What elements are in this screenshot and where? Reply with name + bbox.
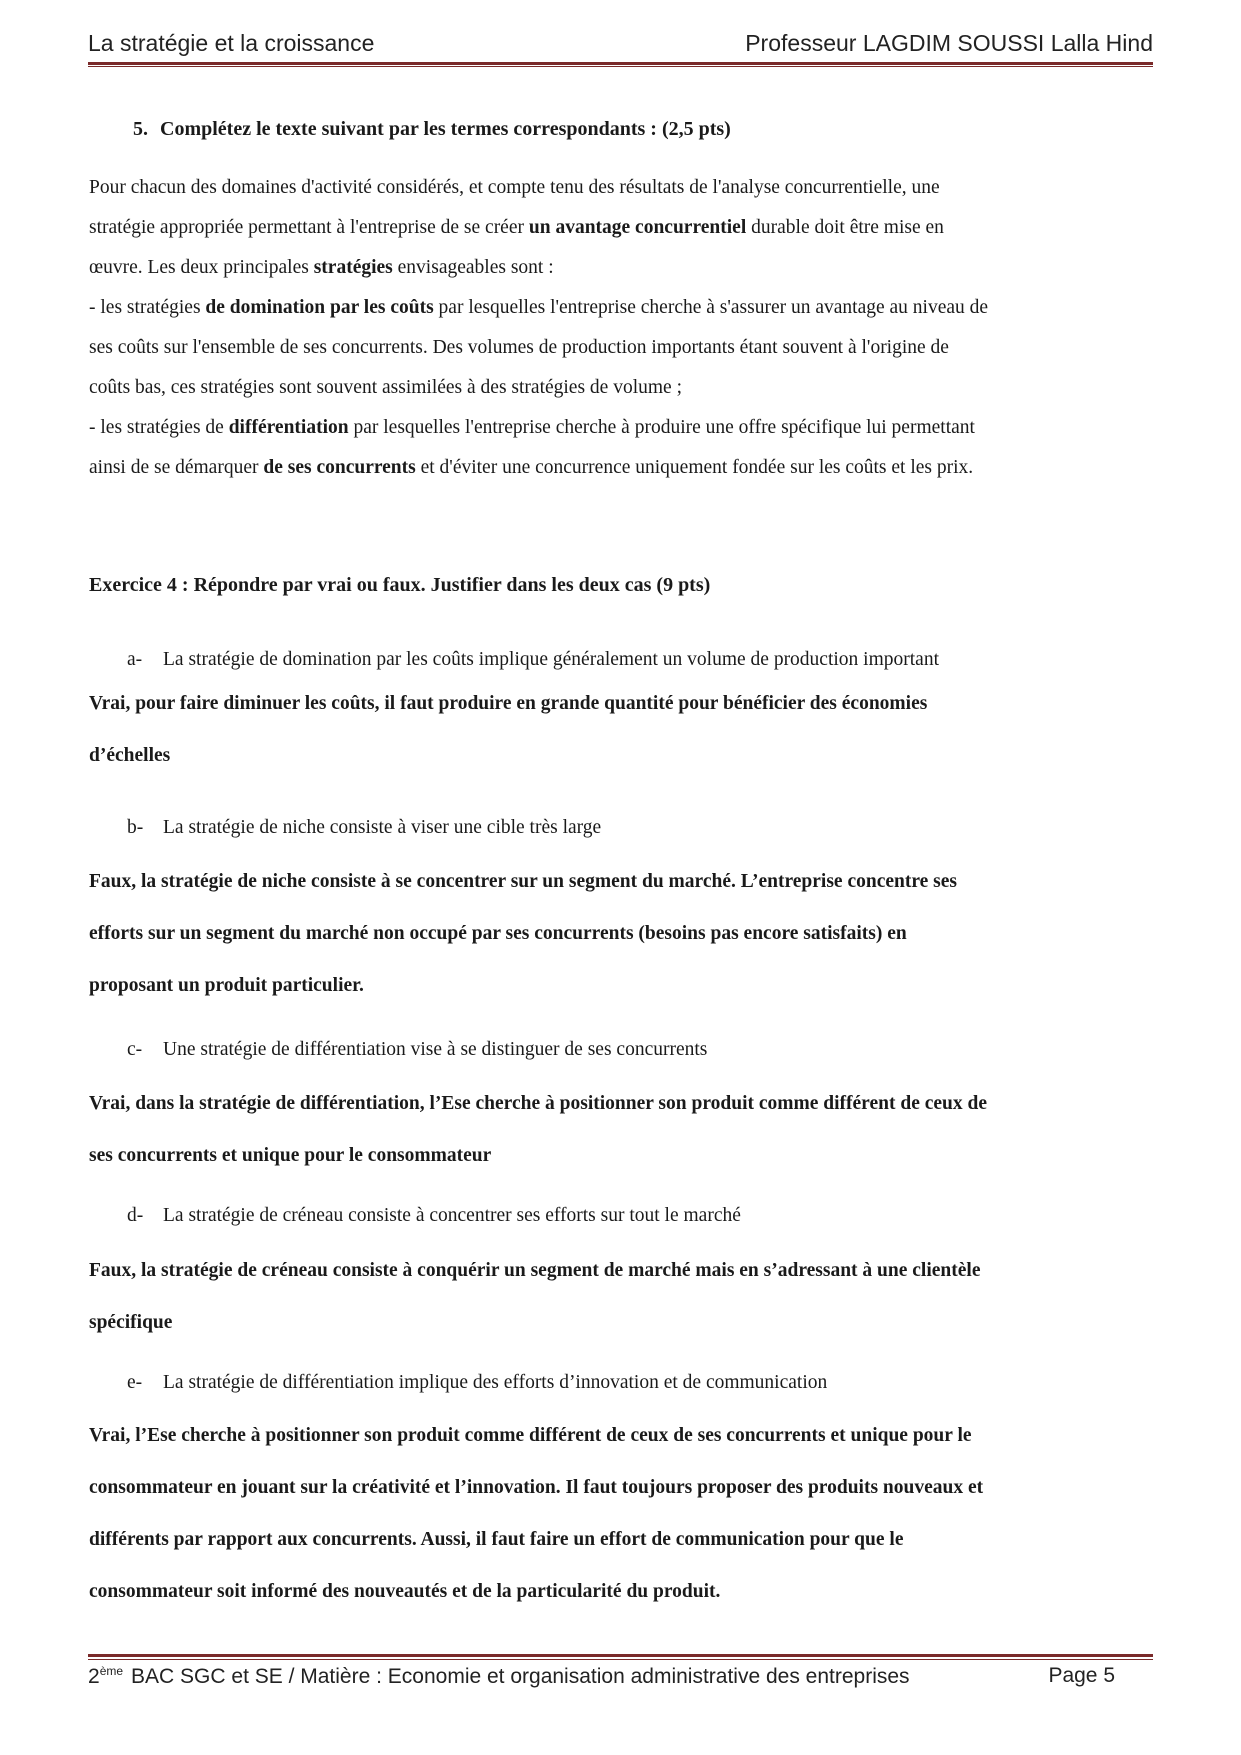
paragraph-line xyxy=(89,288,1149,328)
statement-text: La stratégie de niche consiste à viser une cible très large xyxy=(163,817,602,838)
statement-letter: b- xyxy=(127,817,144,838)
text-run: ainsi de se démarquer xyxy=(89,457,264,478)
text-run: stratégie appropriée permettant à l'entreprise de se créer xyxy=(89,217,529,238)
paragraph-line xyxy=(89,368,1149,408)
filled-term: de ses concurrents xyxy=(263,457,416,478)
filled-term: stratégies xyxy=(313,257,393,278)
statement-a xyxy=(127,649,939,671)
exercise-4-heading: Exercice 4 : Répondre par vrai ou faux. Justifier dans les deux cas (9 pts) xyxy=(89,574,711,596)
answer-c xyxy=(89,1078,1151,1182)
statement-c xyxy=(127,1039,707,1061)
header-author: Professeur LAGDIM SOUSSI Lalla Hind xyxy=(745,30,1153,56)
paragraph-line xyxy=(89,408,1149,448)
text-run: œuvre. Les deux principales xyxy=(89,257,314,278)
answer-line: Faux, la stratégie de créneau consiste à conquérir un segment de marché mais en s’adressant à une clientèle xyxy=(89,1260,981,1281)
answer-line: efforts sur un segment du marché non occupé par ses concurrents (besoins pas encore satisfaits) en xyxy=(89,923,907,944)
statement-d xyxy=(127,1205,741,1227)
answer-line: d’échelles xyxy=(89,745,171,766)
statement-b xyxy=(127,817,601,839)
page-header xyxy=(88,30,1153,60)
page-number: Page 5 xyxy=(1048,1664,1115,1687)
text-run: par lesquelles l'entreprise cherche à produire une offre spécifique lui permettant xyxy=(348,417,975,438)
text-run: - les stratégies xyxy=(89,297,206,318)
statement-letter: c- xyxy=(127,1039,143,1060)
filled-term: différentiation xyxy=(228,417,349,438)
text-run: et d'éviter une concurrence uniquement fondée sur les coûts et les prix. xyxy=(415,457,974,478)
answer-line: Vrai, l’Ese cherche à positionner son produit comme différent de ceux de ses concurrents et unique pour le xyxy=(89,1425,972,1446)
text-run: - les stratégies de xyxy=(89,417,229,438)
footer-level: 2 xyxy=(88,1665,100,1688)
completed-text-paragraph xyxy=(89,168,1149,488)
footer-level-sup: ème xyxy=(99,1664,124,1678)
text-run: durable doit être mise en xyxy=(746,217,944,238)
answer-line: Vrai, pour faire diminuer les coûts, il faut produire en grande quantité pour bénéficier des économies xyxy=(89,693,928,714)
paragraph-line xyxy=(89,168,1149,208)
answer-line: proposant un produit particulier. xyxy=(89,975,364,996)
statement-text: Une stratégie de différentiation vise à se distinguer de ses concurrents xyxy=(163,1039,708,1060)
statement-letter: a- xyxy=(127,649,143,670)
statement-text: La stratégie de créneau consiste à concentrer ses efforts sur tout le marché xyxy=(163,1205,741,1226)
footer-course xyxy=(88,1664,910,1689)
text-run: ses coûts sur l'ensemble de ses concurrents. Des volumes de production importants étant souvent à l'origine de xyxy=(89,337,949,358)
paragraph-line xyxy=(89,328,1149,368)
header-title: La stratégie et la croissance xyxy=(88,30,375,56)
header-rule xyxy=(88,62,1153,67)
statement-letter: e- xyxy=(127,1372,143,1393)
answer-e xyxy=(89,1410,1151,1618)
answer-line: ses concurrents et unique pour le consommateur xyxy=(89,1145,492,1166)
filled-term: de domination par les coûts xyxy=(205,297,434,318)
text-run: par lesquelles l'entreprise cherche à s'assurer un avantage au niveau de xyxy=(433,297,989,318)
text-run: envisageables sont : xyxy=(392,257,554,278)
question-number: 5. xyxy=(133,118,148,140)
paragraph-line xyxy=(89,208,1149,248)
text-run: coûts bas, ces stratégies sont souvent assimilées à des stratégies de volume ; xyxy=(89,377,682,398)
paragraph-line xyxy=(89,248,1149,288)
statement-text: La stratégie de domination par les coûts implique généralement un volume de production important xyxy=(163,649,939,670)
answer-line: consommateur en jouant sur la créativité et l’innovation. Il faut toujours proposer des produits nouveaux et xyxy=(89,1477,984,1498)
answer-line: différents par rapport aux concurrents. Aussi, il faut faire un effort de communication pour que le xyxy=(89,1529,904,1550)
answer-line: consommateur soit informé des nouveautés et de la particularité du produit. xyxy=(89,1581,721,1602)
answer-d xyxy=(89,1245,1151,1349)
answer-b xyxy=(89,856,1151,1012)
question-prompt: Complétez le texte suivant par les termes correspondants : (2,5 pts) xyxy=(160,118,731,140)
question-5-heading xyxy=(133,118,731,141)
statement-letter: d- xyxy=(127,1205,144,1226)
footer-course-text: BAC SGC et SE / Matière : Economie et organisation administrative des entreprises xyxy=(131,1665,910,1688)
paragraph-line xyxy=(89,448,1149,488)
statement-e xyxy=(127,1372,827,1394)
answer-a xyxy=(89,678,1151,782)
footer-rule xyxy=(88,1654,1153,1660)
filled-term: un avantage concurrentiel xyxy=(528,217,747,238)
answer-line: Vrai, dans la stratégie de différentiation, l’Ese cherche à positionner son produit comme différent de ceux de xyxy=(89,1093,988,1114)
text-run: Pour chacun des domaines d'activité considérés, et compte tenu des résultats de l'analyse concurrentielle, une xyxy=(89,177,940,198)
statement-text: La stratégie de différentiation implique des efforts d’innovation et de communication xyxy=(163,1372,828,1393)
answer-line: spécifique xyxy=(89,1312,173,1333)
answer-line: Faux, la stratégie de niche consiste à se concentrer sur un segment du marché. L’entreprise concentre ses xyxy=(89,871,958,892)
